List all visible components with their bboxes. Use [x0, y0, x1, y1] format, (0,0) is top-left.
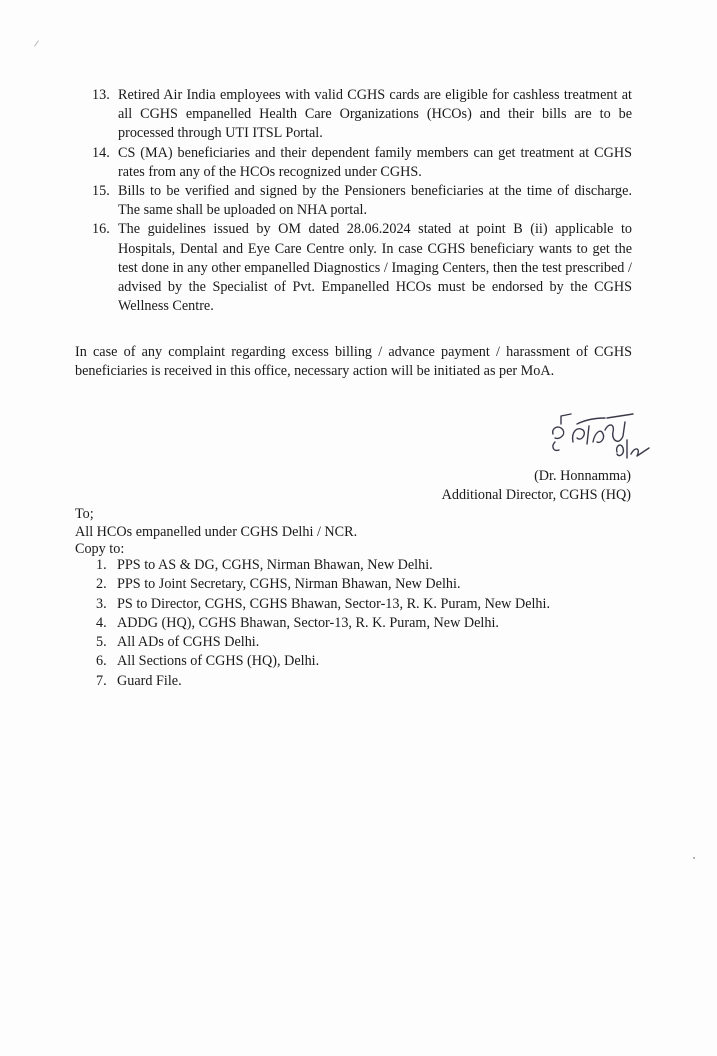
copy-to-item — [96, 575, 616, 594]
copy-to-number: 1. — [96, 557, 107, 573]
scan-mark — [34, 40, 39, 46]
guideline-item — [92, 182, 632, 220]
copy-to-item — [96, 633, 616, 652]
guideline-item — [92, 86, 632, 144]
copy-to-number: 7. — [96, 672, 107, 689]
copy-to-number: 2. — [96, 576, 107, 593]
handwritten-signature — [545, 402, 655, 462]
guideline-text: The guidelines issued by OM dated 28.06.2024 stated at point B (ii) applicable to Hospitals, Dental and Eye Care Centre only. In case CGHS beneficiary wants to get the test done in any other empanelled Diagnostics / Imaging Centers, then the test prescribed / advised by the Specialist of Pvt. Empanelled HCOs must be endorsed by the CGHS Wellness Centre. — [118, 221, 632, 315]
copy-to-number: 6. — [96, 653, 107, 670]
to-label: To; — [75, 506, 94, 522]
copy-to-item — [96, 652, 616, 671]
copy-to-label: Copy to: — [75, 541, 125, 557]
guideline-text: Bills to be verified and signed by the Pensioners beneficiaries at the time of discharge. The same shall be uploaded on NHA portal. — [118, 183, 632, 219]
guideline-number: 15. — [92, 183, 110, 200]
copy-to-item — [96, 556, 616, 575]
signatory-designation: Additional Director, CGHS (HQ) — [441, 487, 631, 503]
guideline-text: Retired Air India employees with valid CGHS cards are eligible for cashless treatment at all CGHS empanelled Health Care Organizations (HCOs) and their bills are to be processed through UTI ITSL Portal. — [118, 87, 632, 142]
signatory-name: (Dr. Honnamma) — [534, 468, 631, 484]
guideline-item — [92, 220, 632, 316]
copy-to-text: PPS to Joint Secretary, CGHS, Nirman Bhawan, New Delhi. — [117, 576, 461, 593]
copy-to-text: All Sections of CGHS (HQ), Delhi. — [117, 653, 320, 670]
copy-to-list — [96, 556, 616, 691]
complaint-paragraph: In case of any complaint regarding excess billing / advance payment / harassment of CGHS beneficiaries is received in this office, necessary action will be initiated as per MoA. — [75, 344, 632, 380]
copy-to-text: PPS to AS & DG, CGHS, Nirman Bhawan, New Delhi. — [117, 557, 433, 573]
copy-to-item — [96, 595, 616, 614]
copy-to-item — [96, 614, 616, 633]
copy-to-text: Guard File. — [117, 672, 182, 689]
guideline-item — [92, 144, 632, 182]
copy-to-text: All ADs of CGHS Delhi. — [117, 634, 260, 651]
copy-to-item — [96, 672, 616, 691]
copy-to-number: 3. — [96, 595, 107, 612]
copy-to-number: 4. — [96, 614, 107, 631]
scan-dot — [693, 857, 695, 859]
copy-to-text: ADDG (HQ), CGHS Bhawan, Sector-13, R. K. Puram, New Delhi. — [117, 614, 499, 631]
guidelines-list — [92, 86, 632, 316]
guideline-number: 14. — [92, 144, 110, 161]
to-recipient: All HCOs empanelled under CGHS Delhi / NCR. — [75, 523, 358, 540]
copy-to-number: 5. — [96, 634, 107, 651]
addressee-block — [75, 506, 575, 559]
copy-to-text: PS to Director, CGHS, CGHS Bhawan, Sector-13, R. K. Puram, New Delhi. — [117, 595, 551, 612]
guideline-text: CS (MA) beneficiaries and their dependent family members can get treatment at CGHS rates from any of the HCOs recognized under CGHS. — [118, 144, 632, 180]
guideline-number: 13. — [92, 87, 110, 103]
guideline-number: 16. — [92, 221, 110, 238]
